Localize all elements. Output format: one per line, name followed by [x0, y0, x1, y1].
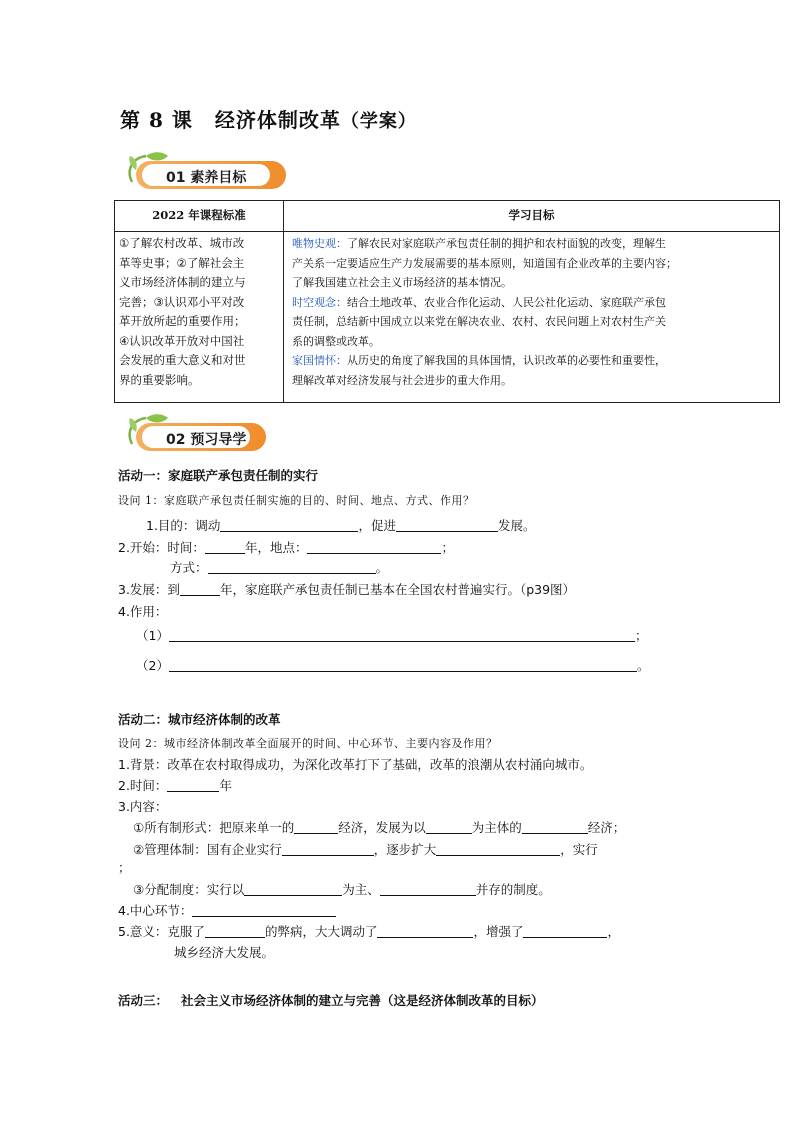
goal-text: 了解我国建立社会主义市场经济的基本情况。: [292, 276, 512, 289]
standard-line: 义市场经济体制的建立与: [119, 275, 246, 289]
fill-blank[interactable]: [377, 924, 473, 938]
a1-line1: 1.目的：调动 ，促进 发展。: [146, 518, 536, 533]
a2-line1: 1.背景：改革在农村取得成功，为深化改革打下了基础，改革的浪潮从农村涌向城市。: [118, 757, 593, 772]
badge-pill: [136, 423, 266, 451]
section-badge-preview: [118, 410, 298, 454]
fill-blank[interactable]: [205, 924, 265, 938]
section-badge-goals: [118, 148, 298, 192]
a1-line4: 4.作用：: [118, 604, 168, 619]
standard-line: 完善；③认识邓小平对改: [119, 294, 245, 309]
a1-line2: 2.开始：时间： 年，地点： ；: [118, 540, 454, 555]
a1-line3: 3.发展：到 年，家庭联产承包责任制已基本在全国农村普遍实行。（p39图）: [118, 582, 576, 597]
fill-blank[interactable]: [169, 628, 635, 642]
a2-management: ②管理体制：国有企业实行 ，逐步扩大 ，实行: [133, 842, 598, 857]
table-row: [115, 232, 780, 403]
goal-text: 责任制，总结新中国成立以来党在解决农业、农村、农民问题上对农村生产关: [292, 315, 666, 328]
standard-line: 界的重要影响。: [119, 372, 200, 387]
fill-blank[interactable]: [282, 842, 374, 856]
a1-line2-method: 方式： 。: [170, 560, 389, 575]
activity3-heading: 活动三： 社会主义市场经济体制的建立与完善（这是经济体制改革的目标）: [118, 993, 544, 1008]
standard-line: 革等史事；②了解社会主: [119, 255, 245, 270]
a2-line4: 4.中心环节：: [118, 901, 336, 919]
section-title: 01 素养目标: [166, 170, 247, 186]
badge-pill: [136, 161, 286, 189]
section-title: 02 预习导学: [166, 432, 247, 448]
standard-line: ①了解农村改革、城市改: [119, 236, 245, 250]
fill-blank[interactable]: [396, 518, 498, 532]
col-header-standards: 2022 年课程标准: [115, 201, 284, 232]
goal-text: 了解农民对家庭联产承包责任制的拥护和农村面貌的改变，理解生: [347, 237, 666, 250]
goal-text: 系的调整或改革。: [292, 334, 380, 348]
page-title: [120, 104, 417, 133]
fill-blank[interactable]: [307, 540, 441, 554]
standard-line: 会发展的重大意义和对世: [119, 353, 246, 367]
fill-blank[interactable]: [426, 820, 472, 834]
goals-cell: [284, 232, 780, 403]
activity2-question: 设问 2：城市经济体制改革全面展开的时间、中心环节、主要内容及作用？: [118, 737, 498, 750]
standard-line: 革开放所起的重要作用；: [119, 314, 246, 328]
activity1-question: 设问 1：家庭联产承包责任制实施的目的、时间、地点、方式、作用？: [118, 494, 475, 507]
fill-blank[interactable]: [220, 518, 358, 532]
a2-ownership: ①所有制形式：把原来单一的 经济，发展为以 为主体的 经济；: [133, 820, 626, 835]
fill-blank[interactable]: [294, 820, 338, 834]
fill-blank[interactable]: [523, 924, 607, 938]
a2-line5: 5.意义：克服了 的弊病，大大调动了 ，增强了 ，: [118, 924, 620, 939]
activity1-heading: 活动一：家庭联产承包责任制的实行: [118, 468, 319, 483]
goal-text: 从历史的角度了解我国的具体国情，认识改革的必要性和重要性，: [347, 354, 666, 367]
activity2-heading: 活动二：城市经济体制的改革: [118, 712, 281, 727]
a2-line3: 3.内容：: [118, 799, 168, 814]
lesson-subtitle: （学案）: [340, 111, 417, 132]
goal-label: 唯物史观：: [292, 237, 347, 250]
goal-label: 时空观念：: [292, 295, 347, 309]
a1-effect-2: （2） 。: [136, 658, 650, 673]
lesson-number: 第 8 课: [120, 108, 193, 132]
fill-blank[interactable]: [192, 903, 336, 917]
goal-text: 产关系一定要适应生产力发展需要的基本原则，知道国有企业改革的主要内容；: [292, 256, 677, 270]
fill-blank[interactable]: [180, 582, 220, 596]
fill-blank[interactable]: [436, 842, 560, 856]
fill-blank[interactable]: [167, 778, 219, 792]
table-header-row: [115, 201, 780, 232]
goal-text: 结合土地改革、农业合作化运动、人民公社化运动、家庭联产承包: [347, 295, 666, 309]
fill-blank[interactable]: [244, 882, 342, 896]
fill-blank[interactable]: [522, 820, 588, 834]
standards-cell: [115, 232, 284, 403]
fill-blank[interactable]: [208, 560, 376, 574]
a2-management-end: ；: [118, 860, 131, 875]
lesson-title: 经济体制改革: [214, 108, 341, 132]
col-header-goals: 学习目标: [284, 201, 780, 232]
a1-effect-1: （1） ；: [136, 628, 648, 643]
standard-line: ④认识改革开放对中国社: [119, 333, 245, 348]
a2-line2: 2.时间： 年: [118, 778, 232, 793]
standards-table: [114, 200, 780, 403]
goal-label: 家国情怀：: [292, 354, 347, 367]
a2-line5-cont: 城乡经济大发展。: [174, 945, 275, 960]
a2-distribution: ③分配制度：实行以 为主、 并存的制度。: [133, 882, 551, 897]
goal-text: 理解改革对经济发展与社会进步的重大作用。: [292, 373, 512, 387]
fill-blank[interactable]: [205, 540, 245, 554]
fill-blank[interactable]: [169, 658, 637, 672]
fill-blank[interactable]: [380, 882, 476, 896]
